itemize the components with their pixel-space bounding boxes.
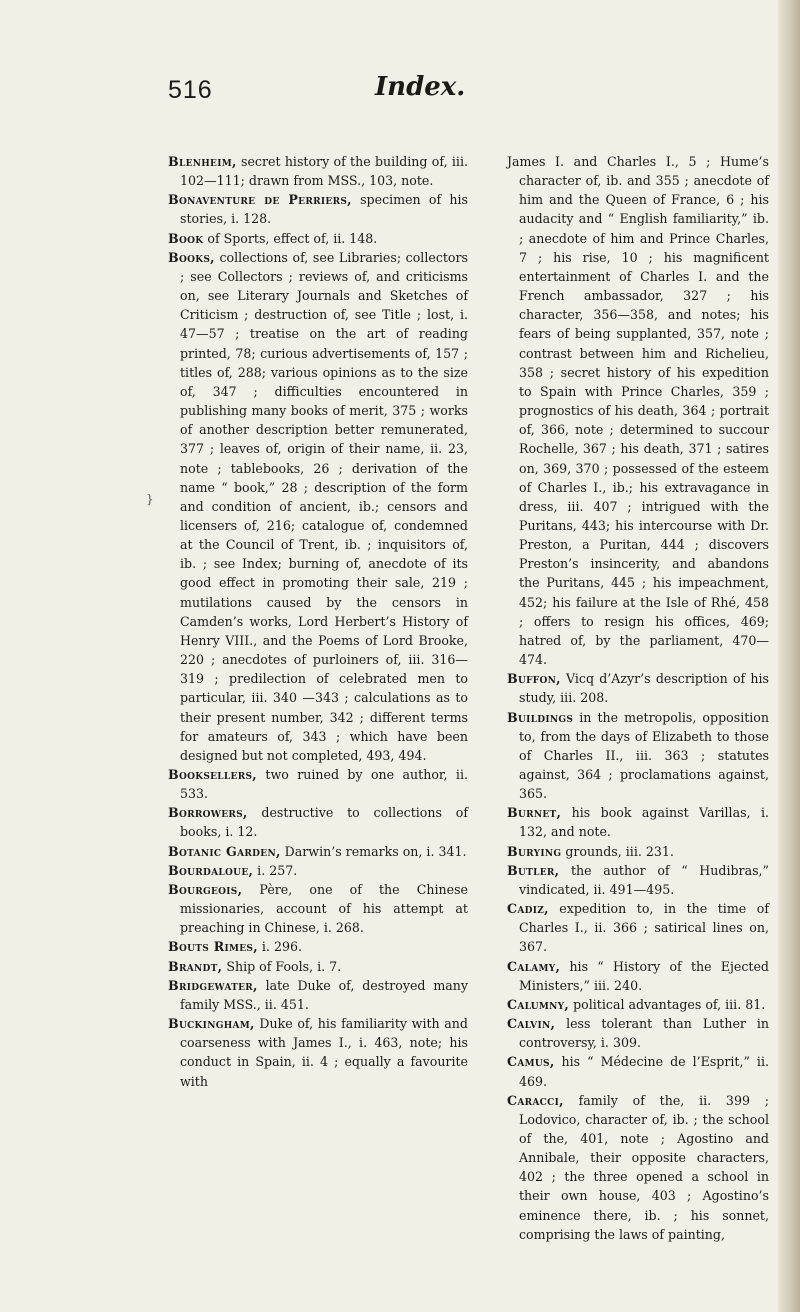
entry-text: James I. and Charles I., 5 ; Hume’s character of, ib. and 355 ; anecdote of him and the Queen of France, 6 ; his audacity and “ English familiarity,” ib. ; anecdote of him and Prince Charles, 7 ; his rise, 10 ; his magnificent entertainment of Charles I. and the French ambassador, 327 ; his character, 356—358, and notes; his fears of being supplanted, 357, note ; contrast between him and Richelieu, 358 ; secret history of his expedition to Spain with Prince Charles, 359 ; prognostics of his death, 364 ; portrait of, 366, note ; determined to succour Rochelle, 367 ; his death, 371 ; satires on, 369, 370 ; possessed of the esteem of Charles I., ib.; his extravagance in dress, iii. 407 ; intrigued with the Puritans, 443; his intercourse with Dr. Preston, a Puritan, 444 ; discovers Preston’s insincerity, and abandons the Puritans, 445 ; his impeachment, 452; his failure at the Isle of Rhé, 458 ; offers to resign his offices, 469; hatred of, by the parliament, 470—474. [507,154,769,668]
entry-text: expedition to, in the time of Charles I., ii. 366 ; satirical lines on, 367. [519,901,769,955]
entry-text: Vicq d’Azyr’s description of his study, iii. 208. [519,671,769,706]
entry-heading: Cadiz, [507,901,549,917]
entry-heading: Bonaventure de Perriers, [168,192,352,208]
entry-heading: Caracci, [507,1092,564,1108]
index-entry [168,842,468,861]
index-entry [507,152,769,669]
entry-heading: Borrowers, [168,805,248,821]
entry-text: destructive to collections of books, i. 12. [180,805,468,840]
entry-text: specimen of his stories, i. 128. [180,192,468,227]
entry-heading: Bourgeois, [168,881,243,897]
entry-text: secret history of the building of, iii. 102—111; drawn from MSS., 103, note. [180,154,468,189]
entry-text: collections of, see Libraries; collectors ; see Collectors ; reviews of, and criticisms on, see Literary Journals and Sketches of Criticism ; destruction of, see Title ; lost, i. 47—57 ; treatise on the art of reading printed, 78; curious advertisements of, 157 ; titles of, 288; various opinions as to the size of, 347 ; difficulties encountered in publishing many books of merit, 375 ; works of another description better remunerated, 377 ; leaves of, origin of their name, ii. 23, note ; tablebooks, 26 ; derivation of the name “ book,” 28 ; description of the form and condition of ancient, ib.; censors and licensers of, 216; catalogue of, condemned at the Council of Trent, ib. ; inquisitors of, ib. ; see Index; burning of, anecdote of its good effect in promoting their sale, 219 ; mutilations caused by the censors in Camden’s works, Lord Herbert’s History of Henry VIII., and the Poems of Lord Brooke, 220 ; anecdotes of purloiners of, iii. 316—319 ; predilection of celebrated men to particular, iii. 340 —343 ; calculations as to their present number, 342 ; different terms for amateurs of, 343 ; which have been designed but not completed, 493, 494. [180,249,468,763]
index-entry [168,861,468,880]
entry-text: two ruined by one author, ii. 533. [180,767,468,802]
index-entry [507,708,769,804]
index-entry [507,899,769,956]
entry-heading: Buffon, [507,671,561,687]
entry-heading: Book [168,230,204,246]
entry-text: Ship of Fools, i. 7. [222,958,342,974]
entry-text: his book against Varillas, i. 132, and note. [519,805,769,840]
entry-text: family of the, ii. 399 ; Lodovico, character of, ib. ; the school of the, 401, note ; Agostino and Annibale, their opposite characters, 402 ; the three opened a school in their own house, 403 ; Agostino’s eminence there, ib. ; his sonnet, comprising the laws of painting, [519,1092,769,1242]
entry-heading: Booksellers, [168,767,257,782]
entry-heading: Camus, [507,1054,555,1070]
entry-text: his “ History of the Ejected Ministers,” iii. 240. [519,958,769,993]
index-entry [507,1091,769,1244]
page-number: 516 [168,76,213,104]
index-entry [507,803,769,841]
entry-text: i. 296. [257,939,302,955]
entry-heading: Burying [507,843,562,859]
left-column [168,152,468,1091]
entry-heading: Calvin, [507,1016,556,1032]
entry-heading: Bouts Rimes, [168,939,258,955]
entry-text: political advantages of, iii. 81. [569,996,766,1012]
entry-text: grounds, iii. 231. [561,843,674,859]
index-entry [168,248,468,765]
entry-heading: Bourdaloue, [168,862,254,878]
index-entry [507,995,769,1014]
entry-text: Darwin’s remarks on, i. 341. [280,843,467,859]
index-entry [168,803,468,841]
index-entry [168,880,468,937]
index-entry [168,957,468,976]
index-entry [168,976,468,1014]
index-entry [507,669,769,707]
entry-heading: Buildings [507,709,574,725]
entry-heading: Botanic Garden, [168,843,281,859]
entry-heading: Books, [168,249,215,265]
entry-heading: Buckingham, [168,1016,255,1032]
index-entry [507,1014,769,1052]
entry-text: less tolerant than Luther in controversy, i. 309. [519,1016,769,1051]
index-entry [168,765,468,803]
running-title: Index. [375,72,466,102]
margin-mark: } [146,492,154,506]
entry-text: the author of “ Hudibras,” vindicated, ii. 491—495. [519,862,769,897]
entry-text: of Sports, effect of, ii. 148. [203,230,378,246]
index-entry [168,1014,468,1091]
entry-heading: Calumny, [507,996,570,1012]
index-entry [507,957,769,995]
index-entry [168,937,468,956]
page-header [0,70,800,114]
entry-heading: Blenheim, [168,154,237,169]
entry-text: Duke of, his familiarity with and coarseness with James I., i. 463, note; his conduct in Spain, ii. 4 ; equally a favourite with [180,1016,468,1089]
index-entry [168,152,468,190]
entry-heading: Bridgewater, [168,977,258,993]
entry-text: in the metropolis, opposition to, from the days of Elizabeth to those of Charles II., iii. 363 ; statutes against, 364 ; proclamations against, 365. [519,709,769,802]
index-entry [507,1052,769,1090]
index-entry [507,861,769,899]
index-entry [507,842,769,861]
entry-heading: Brandt, [168,958,223,974]
entry-heading: Calamy, [507,958,561,974]
index-entry [168,229,468,248]
entry-text: Père, one of the Chinese missionaries, account of his attempt at preaching in Chinese, i. 268. [180,881,468,936]
page-edge-shadow [778,0,800,1312]
entry-text: i. 257. [253,862,298,878]
entry-heading: Burnet, [507,805,562,821]
entry-text: late Duke of, destroyed many family MSS., ii. 451. [180,977,468,1012]
index-entry [168,190,468,228]
entry-text: his “ Médecine de l’Esprit,” ii. 469. [519,1054,769,1089]
right-column [507,152,769,1244]
entry-heading: Butler, [507,862,560,878]
